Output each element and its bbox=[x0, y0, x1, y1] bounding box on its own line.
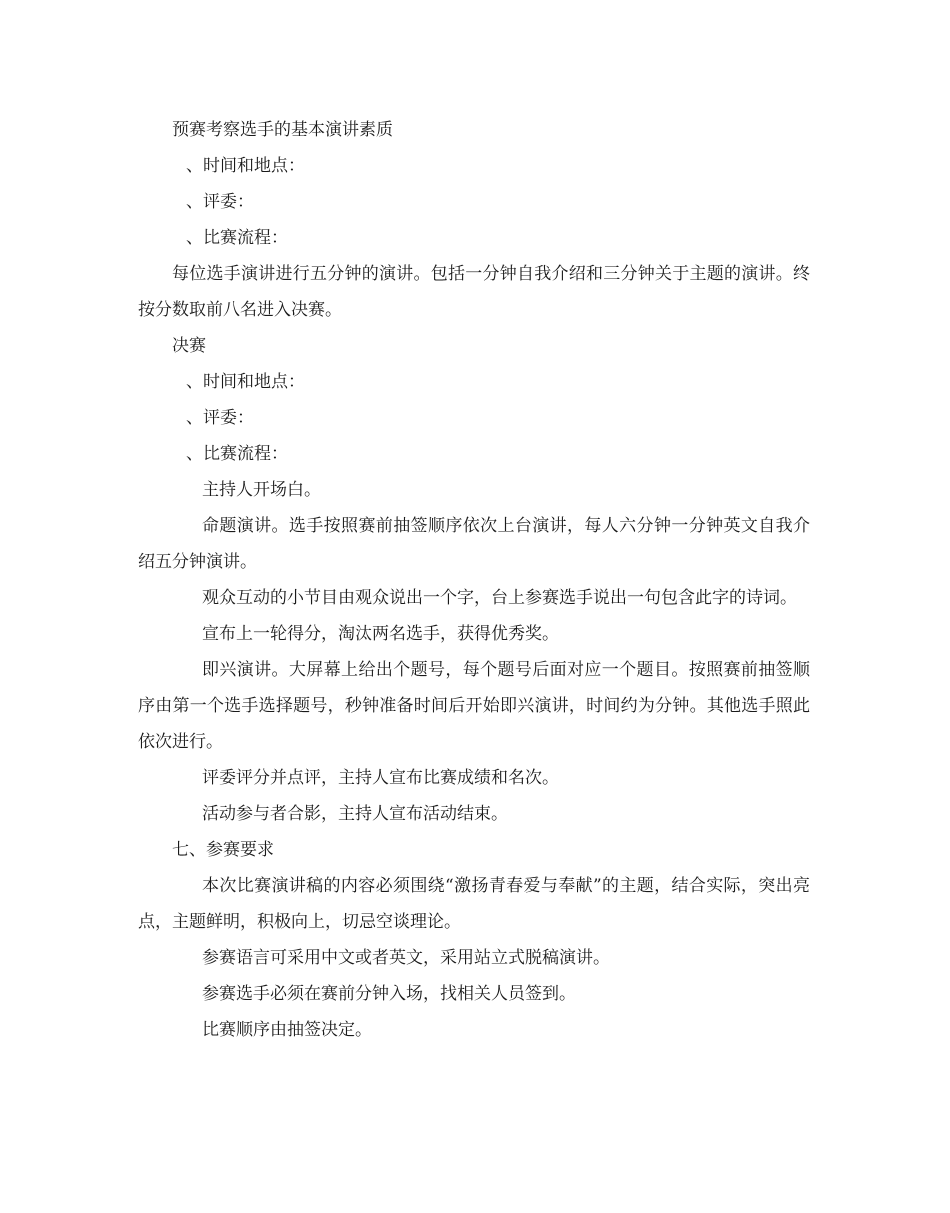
requirement-check-in: 参赛选手必须在赛前分钟入场，找相关人员签到。 bbox=[202, 984, 576, 1004]
final-step-impromptu-speech: 即兴演讲。大屏幕上给出个题号，每个题号后面对应一个题目。按照赛前抽签顺序由第一个选手选择题号，秒钟准备时间后开始即兴演讲，时间约为分钟。其他选手照此依次进行。 bbox=[138, 660, 810, 752]
requirement-order: 比赛顺序由抽签决定。 bbox=[202, 1020, 372, 1040]
prelim-judges: 、评委： bbox=[186, 192, 254, 212]
final-step-group-photo: 活动参与者合影，主持人宣布活动结束。 bbox=[202, 804, 508, 824]
requirement-theme: 本次比赛演讲稿的内容必须围绕“激扬青春爱与奉献”的主题，结合实际，突出亮点，主题鲜明，积极向上，切忌空谈理论。 bbox=[138, 876, 810, 932]
document-body bbox=[138, 112, 810, 1048]
final-step-first-round-results: 宣布上一轮得分，淘汰两名选手，获得优秀奖。 bbox=[202, 624, 559, 644]
final-step-topic-speech: 命题演讲。选手按照赛前抽签顺序依次上台演讲，每人六分钟一分钟英文自我介绍五分钟演讲。 bbox=[138, 516, 810, 572]
requirement-language: 参赛语言可采用中文或者英文，采用站立式脱稿演讲。 bbox=[202, 948, 610, 968]
requirements-heading: 七、参赛要求 bbox=[172, 840, 274, 860]
prelim-time-place: 、时间和地点： bbox=[186, 156, 305, 176]
prelim-process-detail: 每位选手演讲进行五分钟的演讲。包括一分钟自我介绍和三分钟关于主题的演讲。终按分数取前八名进入决赛。 bbox=[138, 264, 810, 320]
final-step-judging: 评委评分并点评，主持人宣布比赛成绩和名次。 bbox=[202, 768, 559, 788]
final-time-place: 、时间和地点： bbox=[186, 372, 305, 392]
final-process: 、比赛流程： bbox=[186, 444, 288, 464]
prelim-heading: 预赛考察选手的基本演讲素质 bbox=[172, 120, 393, 140]
final-heading: 决赛 bbox=[172, 336, 206, 356]
final-step-audience-interaction: 观众互动的小节目由观众说出一个字，台上参赛选手说出一句包含此字的诗词。 bbox=[202, 588, 797, 608]
final-judges: 、评委： bbox=[186, 408, 254, 428]
prelim-process: 、比赛流程： bbox=[186, 228, 288, 248]
final-step-opening: 主持人开场白。 bbox=[202, 480, 321, 500]
